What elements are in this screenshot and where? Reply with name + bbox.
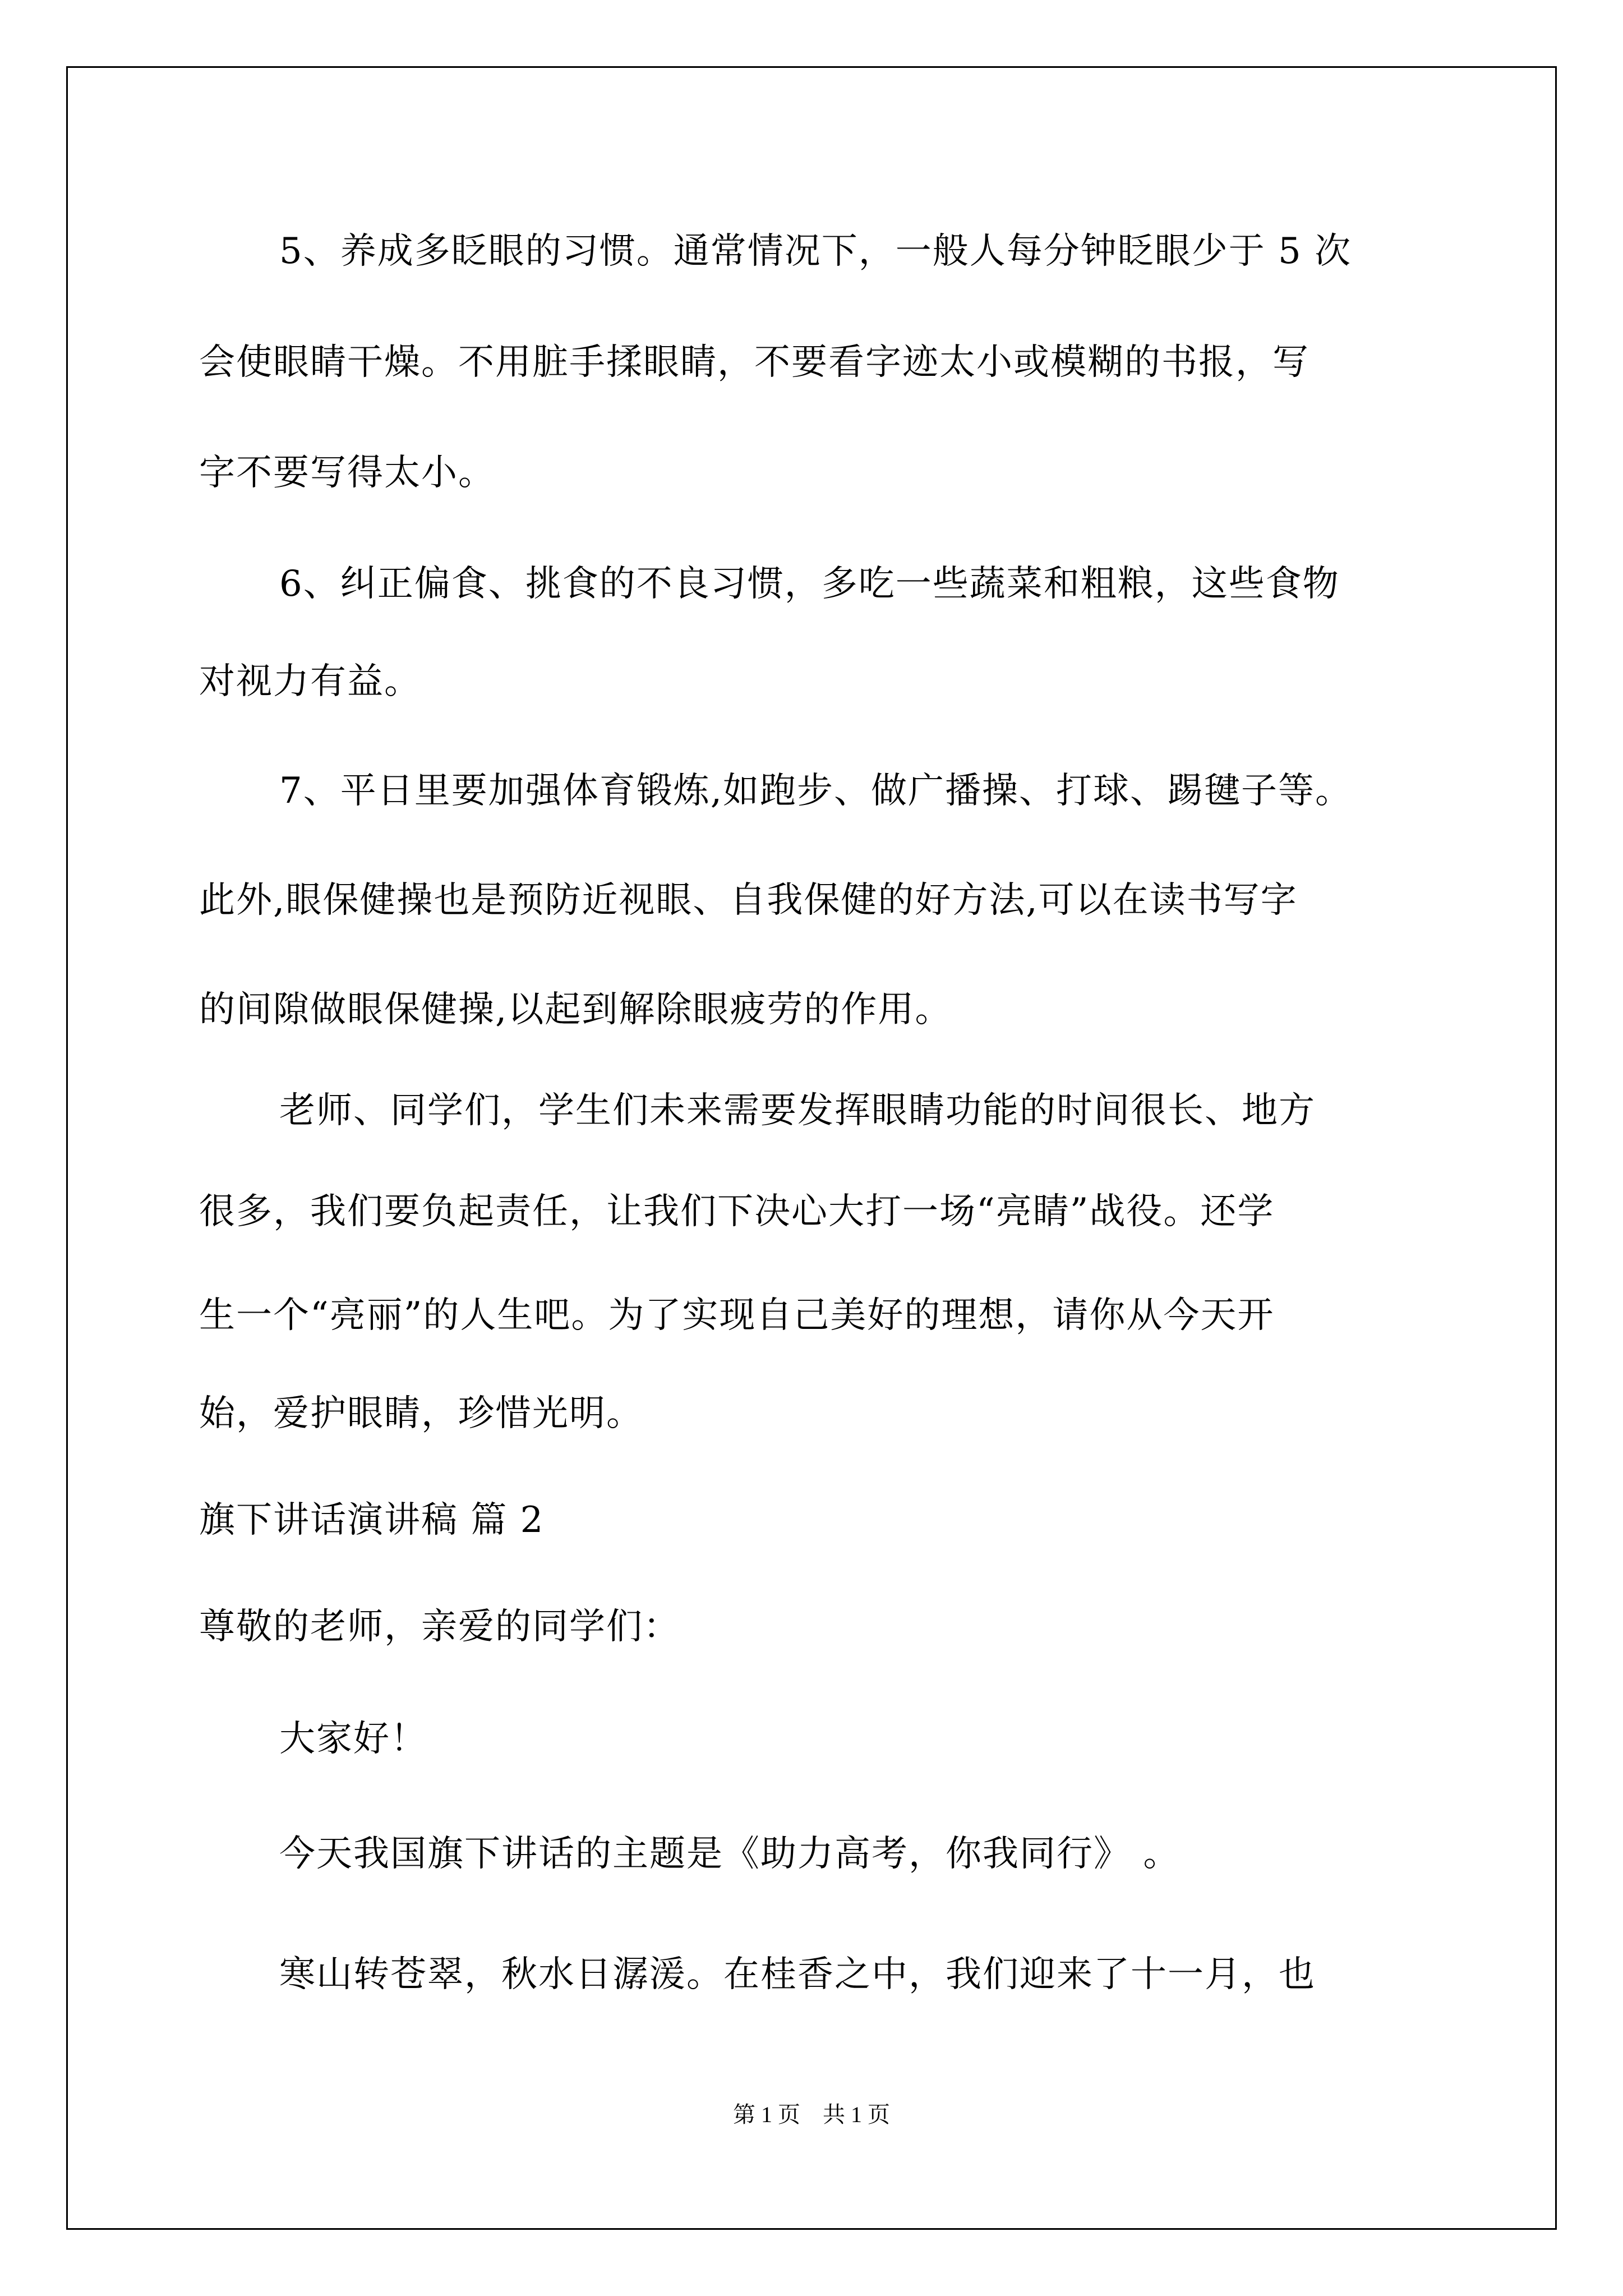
closing-paragraph-line-4: 始，爱护眼睛，珍惜光明。 — [199, 1393, 643, 1434]
closing-paragraph-line-3: 生一个“亮丽”的人生吧。为了实现自己美好的理想，请你从今天开 — [199, 1295, 1275, 1336]
body-line: 寒山转苍翠，秋水日潺湲。在桂香之中，我们迎来了十一月，也 — [279, 1954, 1316, 1995]
greeting: 大家好！ — [279, 1718, 427, 1760]
closing-paragraph-line-2: 很多，我们要负起责任，让我们下决心大打一场“亮睛”战役。还学 — [199, 1191, 1275, 1232]
paragraph-7-line-2: 此外,眼保健操也是预防近视眼、自我保健的好方法,可以在读书写字 — [199, 880, 1298, 921]
paragraph-7-line-3: 的间隙做眼保健操,以起到解除眼疲劳的作用。 — [199, 989, 952, 1030]
paragraph-6-line-1: 6、纠正偏食、挑食的不良习惯，多吃一些蔬菜和粗粮，这些食物 — [279, 563, 1340, 605]
page-border — [66, 66, 1557, 2230]
paragraph-7-line-1: 7、平日里要加强体育锻炼,如跑步、做广播操、打球、踢毽子等。 — [279, 770, 1353, 812]
salutation: 尊敬的老师，亲爱的同学们： — [199, 1606, 680, 1648]
page-number-footer: 第 1 页 共 1 页 — [733, 2102, 890, 2127]
section-heading: 旗下讲话演讲稿 篇 2 — [199, 1499, 545, 1541]
paragraph-5-line-1: 5、养成多眨眼的习惯。通常情况下，一般人每分钟眨眼少于 5 次 — [279, 231, 1352, 272]
topic-line: 今天我国旗下讲话的主题是《助力高考，你我同行》 。 — [279, 1833, 1181, 1875]
paragraph-5-line-3: 字不要写得太小。 — [199, 452, 495, 494]
closing-paragraph-line-1: 老师、同学们，学生们未来需要发挥眼睛功能的时间很长、地方 — [279, 1090, 1316, 1131]
paragraph-6-line-2: 对视力有益。 — [199, 661, 421, 702]
paragraph-5-line-2: 会使眼睛干燥。不用脏手揉眼睛，不要看字迹太小或模糊的书报，写 — [199, 342, 1310, 383]
